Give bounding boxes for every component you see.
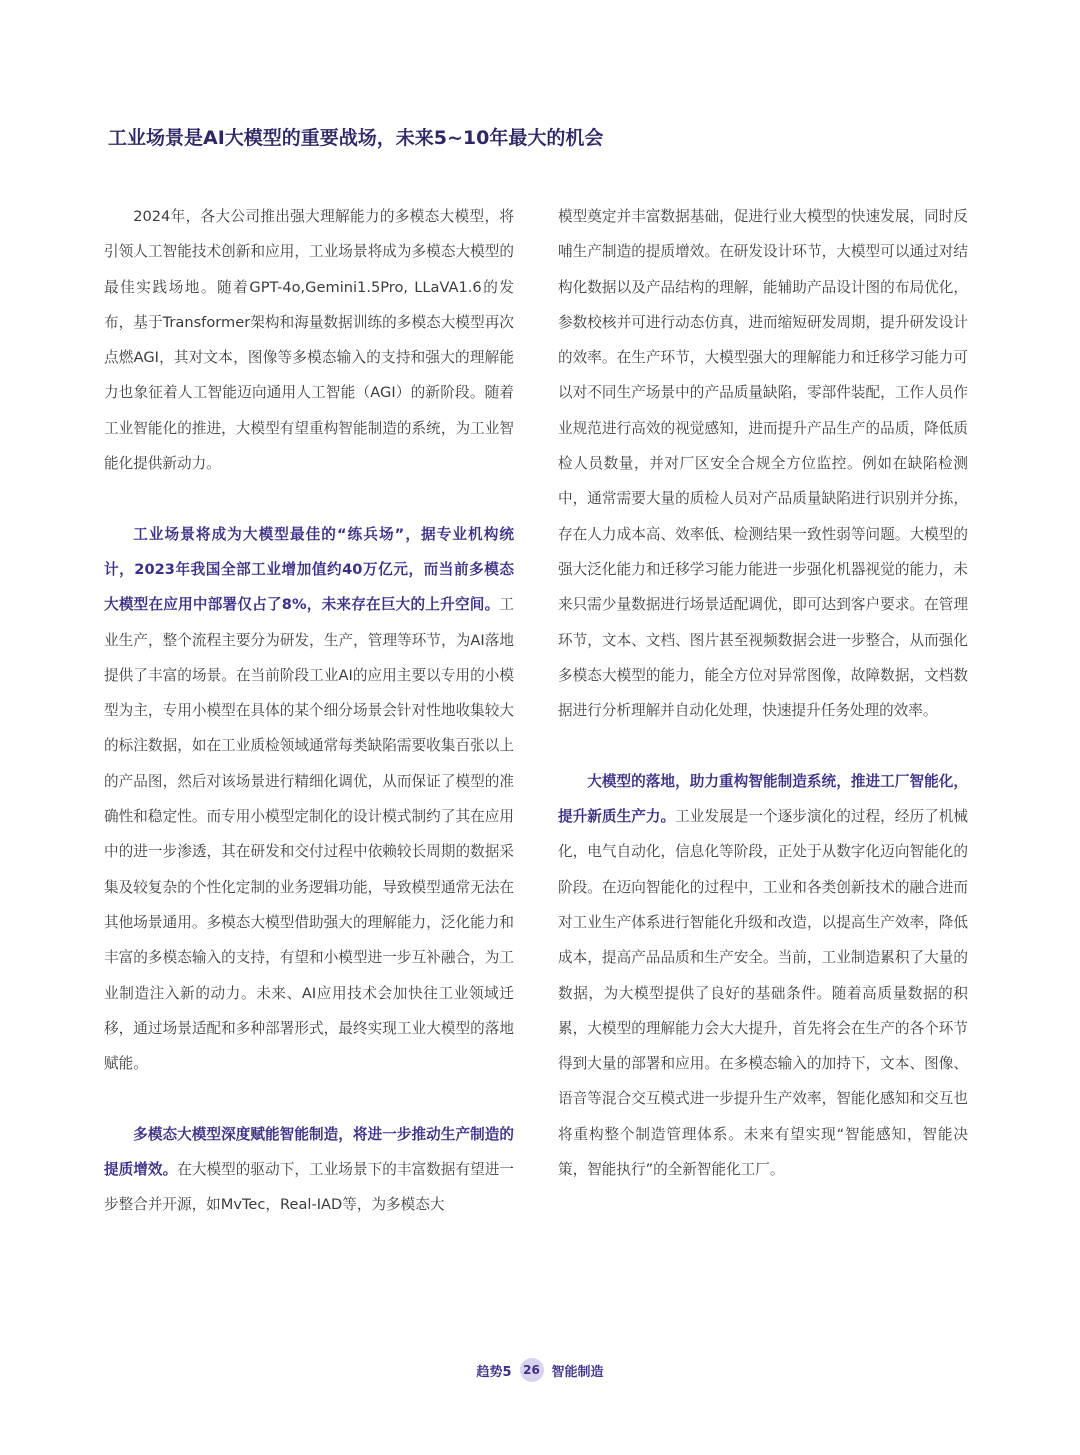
- paragraph-smart-factory: [558, 764, 968, 1188]
- body-text: 在大模型的驱动下，工业场景下的丰富数据有望进一步整合并开源，如MvTec，Real-IAD等，为多模态大: [104, 1161, 514, 1214]
- body-text: 工业发展是一个逐步演化的过程，经历了机械化，电气自动化，信息化等阶段，正处于从数字化迈向智能化的阶段。在迈向智能化的过程中，工业和各类创新技术的融合进而对工业生产体系进行智能化升级和改造，以提高生产效率，降低成本，提高产品品质和生产安全。当前，工业制造累积了大量的数据，为大模型提供了良好的基础条件。随着高质量数据的积累，大模型的理解能力会大大提升，首先将会在生产的各个环节得到大量的部署和应用。在多模态输入的加持下，文本、图像、语音等混合交互模式进一步提升生产效率，智能化感知和交互也将重构整个制造管理体系。未来有望实现“智能感知，智能决策，智能执行”的全新智能化工厂。: [558, 808, 968, 1179]
- body-text: 工业生产，整个流程主要分为研发，生产，管理等环节，为AI落地提供了丰富的场景。在当前阶段工业AI的应用主要以专用的小模型为主，专用小模型在具体的某个细分场景会针对性地收集较大的标注数据，如在工业质检领域通常每类缺陷需要收集百张以上的产品图，然后对该场景进行精细化调优，从而保证了模型的准确性和稳定性。而专用小模型定制化的设计模式制约了其在应用中的进一步渗透，其在研发和交付过程中依赖较长周期的数据采集及较复杂的个性化定制的业务逻辑功能，导致模型通常无法在其他场景通用。多模态大模型借助强大的理解能力，泛化能力和丰富的多模态输入的支持，有望和小模型进一步互补融合，为工业制造注入新的动力。未来、AI应用技术会加快往工业领域迁移，通过场景适配和多种部署形式，最终实现工业大模型的落地赋能。: [104, 596, 514, 1073]
- left-column: [104, 199, 514, 1258]
- highlight-text: 多模态大模型深度赋能智能制造，将进一步推动生产制造的提质增效。: [104, 1125, 514, 1179]
- paragraph-multimodal-empowerment: [104, 1117, 514, 1223]
- page-title: 工业场景是AI大模型的重要战场，未来5~10年最大的机会: [108, 127, 604, 149]
- paragraph-multimodal-continued: 模型奠定并丰富数据基础，促进行业大模型的快速发展，同时反哺生产制造的提质增效。在研发设计环节，大模型可以通过对结构化数据以及产品结构的理解，能辅助产品设计图的布局优化，参数校核并可进行动态仿真，进而缩短研发周期，提升研发设计的效率。在生产环节，大模型强大的理解能力和迁移学习能力可以对不同生产场景中的产品质量缺陷，零部件装配，工作人员作业规范进行高效的视觉感知，进而提升产品生产的品质，降低质检人员数量，并对厂区安全合规全方位监控。例如在缺陷检测中，通常需要大量的质检人员对产品质量缺陷进行识别并分拣，存在人力成本高、效率低、检测结果一致性弱等问题。大模型的强大泛化能力和迁移学习能力能进一步强化机器视觉的能力，未来只需少量数据进行场景适配调优，即可达到客户要求。在管理环节，文本、文档、图片甚至视频数据会进一步整合，从而强化多模态大模型的能力，能全方位对异常图像，故障数据，文档数据进行分析理解并自动化处理，快速提升任务处理的效率。: [558, 208, 968, 720]
- highlight-text: 大模型的落地，助力重构智能制造系统，推进工厂智能化，提升新质生产力。: [558, 772, 968, 826]
- footer-topic: 智能制造: [551, 1364, 604, 1380]
- paragraph-industrial-scenario: [104, 517, 514, 1082]
- page-footer: [0, 1356, 1080, 1384]
- page-number-badge: 26: [520, 1358, 544, 1382]
- right-column: [558, 199, 968, 1223]
- highlight-text: 工业场景将成为大模型最佳的“练兵场”，据专业机构统计，2023年我国全部工业增加值约40万亿元，而当前多模态大模型在应用中部署仅占了8%，未来存在巨大的上升空间。: [104, 525, 514, 614]
- footer-section: 趋势5: [476, 1364, 512, 1380]
- paragraph-intro: 2024年，各大公司推出强大理解能力的多模态大模型，将引领人工智能技术创新和应用，工业场景将成为多模态大模型的最佳实践场地。随着GPT-4o,Gemini1.5Pro, LLaVA1.6的发布，基于Transformer架构和海量数据训练的多模态大模型再次点燃AGI，其对文本，图像等多模态输入的支持和强大的理解能力也象征着人工智能迈向通用人工智能（AGI）的新阶段。随着工业智能化的推进，大模型有望重构智能制造的系统，为工业智能化提供新动力。: [104, 208, 514, 473]
